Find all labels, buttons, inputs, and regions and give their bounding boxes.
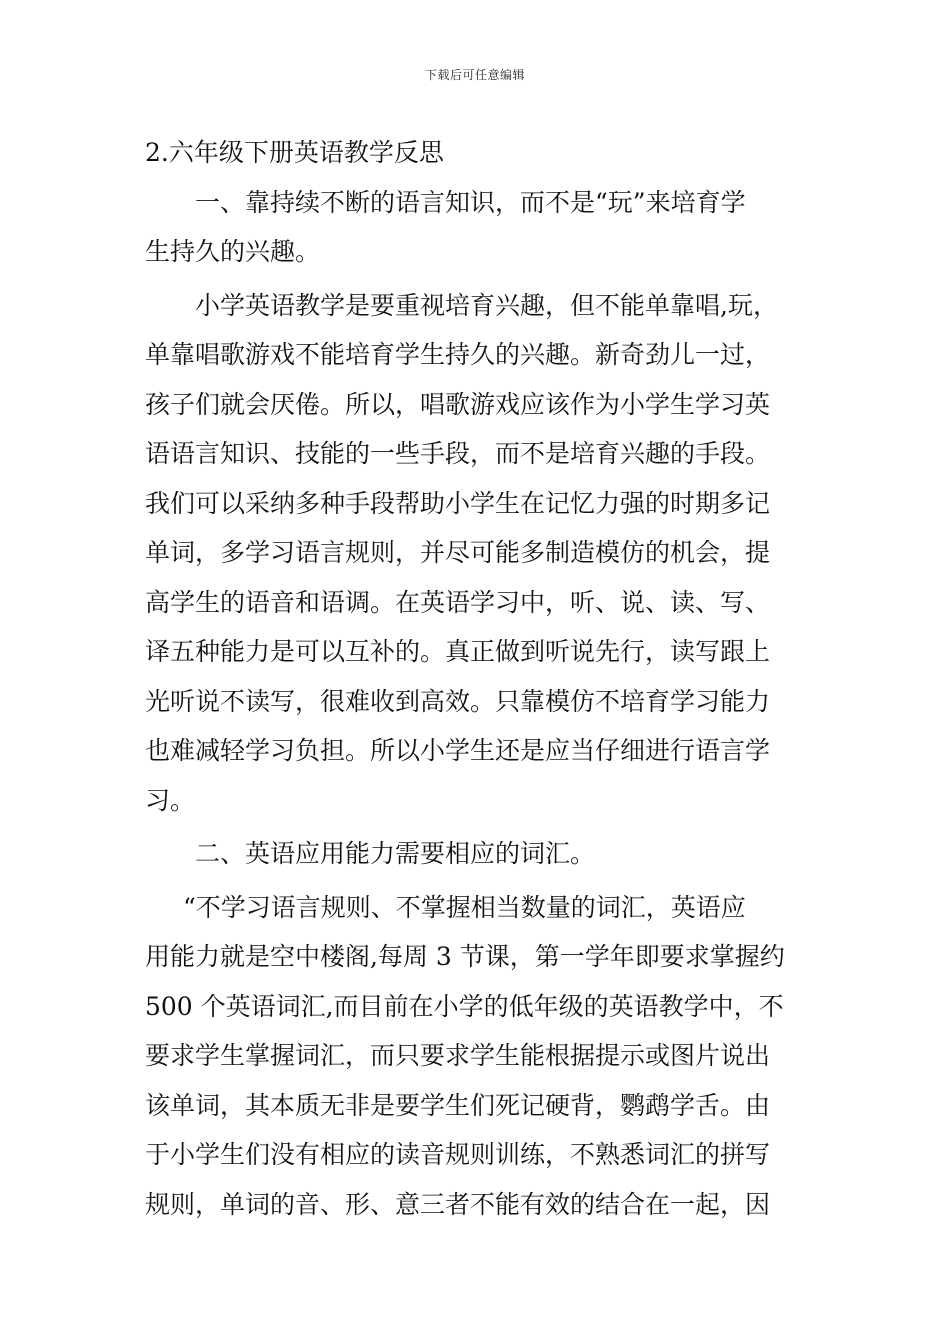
paragraph2-line: 于小学生们没有相应的读音规则训练，不熟悉词汇的拼写 [145, 1140, 771, 1169]
document-title: 2.六年级下册英语教学反思 [145, 138, 444, 167]
section2-heading: 二、英语应用能力需要相应的词汇。 [195, 839, 596, 868]
section1-heading-line1: 一、靠持续不断的语言知识，而不是“玩”来培育学 [195, 187, 746, 217]
paragraph1-line: 也难减轻学习负担。所以小学生还是应当仔细进行语言学 [145, 736, 771, 765]
paragraph2-line: “不学习语言规则、不掌握相当数量的词汇，英语应 [183, 892, 746, 922]
paragraph1-line: 习。 [145, 785, 196, 815]
section1-heading-line2: 生持久的兴趣。 [145, 237, 321, 266]
document-body [145, 128, 805, 1229]
header-note: 下载后可任意编辑 [424, 68, 525, 82]
paragraph1-line: 光听说不读写，很难收到高效。只靠模仿不培育学习能力 [145, 686, 771, 716]
paragraph1-line: 译五种能力是可以互补的。真正做到听说先行，读写跟上 [145, 637, 771, 666]
paragraph2-line: 500 个英语词汇,而目前在小学的低年级的英语教学中，不 [145, 991, 784, 1021]
paragraph2-line: 要求学生掌握词汇，而只要求学生能根据提示或图片说出 [145, 1041, 771, 1070]
paragraph1-line: 我们可以采纳多种手段帮助小学生在记忆力强的时期多记 [145, 488, 771, 518]
paragraph1-line: 孩子们就会厌倦。所以，唱歌游戏应该作为小学生学习英 [145, 389, 771, 419]
paragraph1-line: 单词，多学习语言规则，并尽可能多制造模仿的机会，提 [145, 538, 771, 567]
paragraph2-line: 该单词，其本质无非是要学生们死记硬背，鹦鹉学舌。由 [145, 1090, 771, 1120]
paragraph1-line: 高学生的语音和语调。在英语学习中，听、说、读、写、 [145, 587, 771, 617]
paragraph1-line: 单靠唱歌游戏不能培育学生持久的兴趣。新奇劲儿一过， [145, 340, 771, 369]
paragraph1-line: 语语言知识、技能的一些手段，而不是培育兴趣的手段。 [145, 439, 771, 468]
paragraph2-line: 规则，单词的音、形、意三者不能有效的结合在一起，因 [145, 1189, 771, 1219]
paragraph2-line: 用能力就是空中楼阁,每周 3 节课，第一学年即要求掌握约 [145, 942, 785, 971]
paragraph1-line: 小学英语教学是要重视培育兴趣，但不能单靠唱,玩， [195, 290, 778, 320]
